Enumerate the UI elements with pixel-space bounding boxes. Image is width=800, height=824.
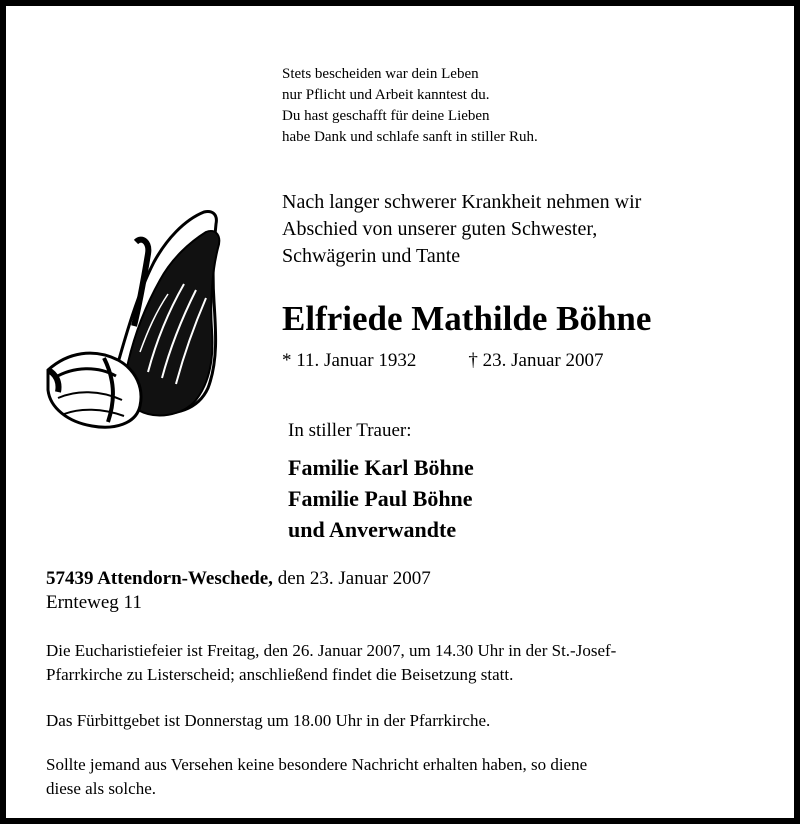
address-street: Ernteweg 11 (46, 592, 142, 613)
address-line (46, 567, 431, 591)
poem-line: Stets bescheiden war dein Leben (282, 66, 479, 82)
prayer-line: Das Fürbittgebet ist Donnerstag um 18.00 Uhr in der Pfarrkirche. (46, 711, 491, 730)
notice-line: Sollte jemand aus Versehen keine besondere Nachricht erhalten haben, so diene (46, 755, 588, 774)
mourning-heading: In stiller Trauer: (288, 420, 412, 441)
address-date: den 23. Januar 2007 (272, 568, 431, 589)
notice-line: diese als solche. (46, 779, 156, 798)
intro-line: Nach langer schwerer Krankheit nehmen wir (282, 191, 642, 213)
mass-line: Pfarrkirche zu Listerscheid; anschließend findet die Beisetzung statt. (46, 665, 514, 684)
praying-hands-icon (44, 202, 230, 434)
deceased-name: Elfriede Mathilde Böhne (282, 299, 652, 338)
mourner-entry: Familie Karl Böhne (288, 455, 474, 480)
poem (282, 64, 538, 148)
poem-line: Du hast geschafft für deine Lieben (282, 108, 490, 124)
poem-line: nur Pflicht und Arbeit kanntest du. (282, 87, 490, 103)
address-block (46, 567, 431, 615)
address-city: 57439 Attendorn-Weschede, (46, 568, 273, 589)
life-dates (282, 348, 603, 374)
intro-text (282, 189, 641, 270)
poem-line: habe Dank und schlafe sanft in stiller Ruh. (282, 129, 538, 145)
notice-info (46, 753, 587, 801)
intro-line: Abschied von unserer guten Schwester, (282, 218, 598, 240)
mass-line: Die Eucharistiefeier ist Freitag, den 26. Januar 2007, um 14.30 Uhr in der St.-Josef- (46, 641, 617, 660)
mass-info (46, 639, 616, 687)
death-date: † 23. Januar 2007 (468, 350, 604, 371)
mourner-entry: Familie Paul Böhne (288, 486, 473, 511)
mourners-list (288, 452, 474, 545)
prayer-info (46, 709, 490, 733)
birth-date: * 11. Januar 1932 (282, 350, 417, 371)
intro-line: Schwägerin und Tante (282, 245, 461, 267)
mourner-entry: und Anverwandte (288, 517, 457, 542)
